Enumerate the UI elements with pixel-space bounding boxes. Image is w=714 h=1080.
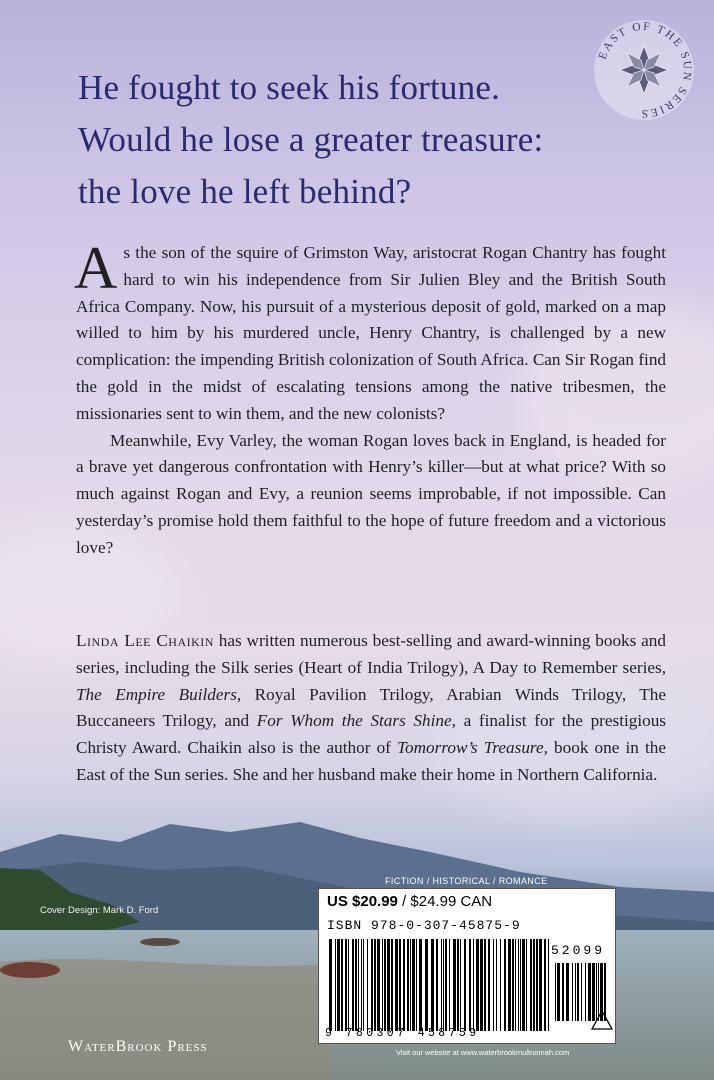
barcode-bar bbox=[476, 939, 479, 1031]
barcode-bar bbox=[520, 939, 521, 1031]
barcode-bar bbox=[457, 939, 459, 1031]
barcode-bar bbox=[522, 939, 525, 1031]
barcode-bar bbox=[548, 939, 549, 1031]
bio-text: has written numerous best-selling and award-winning books and series, including the Silk series (Heart of India Trilogy), A Day to Remember series, bbox=[76, 631, 666, 677]
barcode-bar bbox=[358, 939, 359, 1031]
barcode-bar bbox=[508, 939, 511, 1031]
price-separator: / bbox=[397, 893, 411, 910]
isbn-text: ISBN 978-0-307-45875-9 bbox=[327, 918, 521, 933]
barcode-bar bbox=[572, 963, 573, 1021]
synopsis-paragraph bbox=[74, 235, 667, 428]
barcode-bar bbox=[585, 963, 586, 1021]
synopsis-paragraph: Meanwhile, Evy Varley, the woman Rogan loves back in England, is headed for a brave yet dangerous confrontation with Henry’s killer—but at what price? With so much against Rogan and Evy, a reunion seems improbable, if not impossible. Can yesterday’s promise hold them faithful to the hope of future freedom and a victorious love? bbox=[76, 430, 666, 557]
barcode-bar bbox=[387, 939, 390, 1031]
barcode-bar bbox=[453, 939, 456, 1031]
headline bbox=[78, 62, 618, 218]
barcode-bar bbox=[562, 963, 564, 1021]
barcode-digits: 9 780307 458759 bbox=[325, 1027, 480, 1040]
barcode-bar bbox=[335, 939, 336, 1031]
author-bio bbox=[76, 628, 666, 789]
barcode-bar bbox=[504, 939, 506, 1031]
seal-text: EAST OF THE SUN SERIES bbox=[596, 20, 694, 120]
barcode-bar bbox=[515, 939, 516, 1031]
barcode-bar bbox=[436, 939, 438, 1031]
headline-line: the love he left behind? bbox=[78, 172, 412, 211]
barcode-bar bbox=[374, 939, 376, 1031]
barcode-bar bbox=[345, 939, 347, 1031]
barcode-bar bbox=[445, 939, 447, 1031]
barcode-bar bbox=[431, 939, 434, 1031]
genre-label: FICTION / HISTORICAL / ROMANCE bbox=[385, 876, 548, 886]
barcode-bar bbox=[539, 939, 542, 1031]
barcode-bar bbox=[443, 939, 444, 1031]
barcode-bar bbox=[557, 963, 560, 1021]
barcode-bar bbox=[566, 963, 569, 1021]
barcode-bar bbox=[544, 939, 546, 1031]
barcode-bar bbox=[449, 939, 450, 1031]
barcode-bar bbox=[512, 939, 514, 1031]
barcode-bar bbox=[382, 939, 383, 1031]
synopsis bbox=[74, 235, 667, 562]
barcode-bar bbox=[518, 939, 519, 1031]
barcode-bar bbox=[367, 939, 368, 1031]
barcode-bar bbox=[533, 939, 535, 1031]
publisher-logo: WaterBrook Press bbox=[68, 1038, 208, 1055]
barcode-bar bbox=[412, 939, 415, 1031]
barcode-bar bbox=[480, 939, 483, 1031]
barcode-bar bbox=[341, 939, 343, 1031]
barcode-bar bbox=[484, 939, 486, 1031]
barcode-bar bbox=[355, 939, 357, 1031]
price-can: $24.99 CAN bbox=[410, 893, 493, 910]
addon-digits: 52099 bbox=[551, 943, 606, 958]
barcode-bar bbox=[371, 939, 373, 1031]
barcode-bar bbox=[530, 939, 532, 1031]
barcode-bar bbox=[337, 939, 340, 1031]
barcode-bar bbox=[395, 939, 398, 1031]
barcode-bar bbox=[348, 939, 349, 1031]
book-title: Tomorrow’s Treasure, bbox=[397, 738, 548, 758]
barcode-bar bbox=[419, 939, 422, 1031]
series-seal-logo bbox=[590, 16, 698, 124]
author-name: Linda Lee Chaikin bbox=[76, 631, 214, 650]
barcode-bar bbox=[410, 939, 411, 1031]
barcode-bar bbox=[500, 939, 501, 1031]
barcode-bar bbox=[407, 939, 409, 1031]
barcode-bar bbox=[493, 939, 494, 1031]
barcode-bar bbox=[464, 939, 466, 1031]
book-title: For Whom the Stars Shine, bbox=[256, 711, 456, 731]
website-text: Visit our website at www.waterbrookmultnomah.com bbox=[396, 1048, 570, 1057]
bio-text: Royal Pavilion Trilogy, Arabian Winds Trilogy, The Buccaneers Trilogy, and bbox=[76, 684, 667, 731]
barcode-bar bbox=[361, 939, 362, 1031]
barcode-bar bbox=[363, 939, 364, 1031]
barcode-bar bbox=[391, 939, 393, 1031]
barcode-bar bbox=[416, 939, 417, 1031]
barcode-bar bbox=[460, 939, 461, 1031]
barcode-bar bbox=[536, 939, 538, 1031]
synopsis-text: s the son of the squire of Grimston Way, aristocrat Rogan Chantry has fought hard to win his independence from Sir Julien Bley and the British South Africa Company. Now, his pursuit of a mysterious deposit of gold, marked on a map willed to him by his murdered uncle, Henry Chantry, is challenged by a new complication: the impending British colonization of South Africa. Can Sir Rogan find the gold in the midst of escalating tensions among the native tribesmen, the missionaries sent to win them, and the new colonists? bbox=[76, 243, 667, 423]
book-title: The Empire Builders, bbox=[76, 684, 242, 704]
cover-credit: Cover Design: Mark D. Ford bbox=[40, 905, 159, 916]
barcode-bar bbox=[526, 939, 527, 1031]
barcode-bar bbox=[577, 963, 579, 1021]
barcode-bar bbox=[377, 939, 380, 1031]
barcode-bar bbox=[403, 939, 405, 1031]
barcode-box bbox=[318, 888, 616, 1044]
barcode-bar bbox=[469, 939, 471, 1031]
barcode-bar bbox=[575, 963, 576, 1021]
barcode-bar bbox=[329, 939, 332, 1031]
barcode-bars bbox=[329, 939, 551, 1031]
barcode-bar bbox=[581, 963, 582, 1021]
barcode-bar bbox=[496, 939, 497, 1031]
bio-text: book one in the East of the Sun series. She and her husband make their home in Northern California. bbox=[76, 738, 667, 784]
triangle-icon bbox=[591, 1009, 613, 1031]
barcode-bar bbox=[555, 963, 556, 1021]
drop-cap: A bbox=[74, 235, 118, 301]
headline-line: Would he lose a greater treasure: bbox=[78, 120, 544, 159]
barcode-bar bbox=[352, 939, 354, 1031]
barcode-bar bbox=[473, 939, 474, 1031]
price-label bbox=[327, 893, 492, 910]
barcode-bar bbox=[384, 939, 386, 1031]
barcode-bar bbox=[399, 939, 401, 1031]
barcode-bar bbox=[425, 939, 428, 1031]
bio-text: a finalist for the prestigious Christy Award. Chaikin also is the author of bbox=[76, 711, 666, 758]
headline-line: He fought to seek his fortune. bbox=[78, 68, 501, 107]
price-us: US $20.99 bbox=[327, 893, 398, 910]
barcode-bar bbox=[488, 939, 490, 1031]
barcode-bar bbox=[441, 939, 442, 1031]
